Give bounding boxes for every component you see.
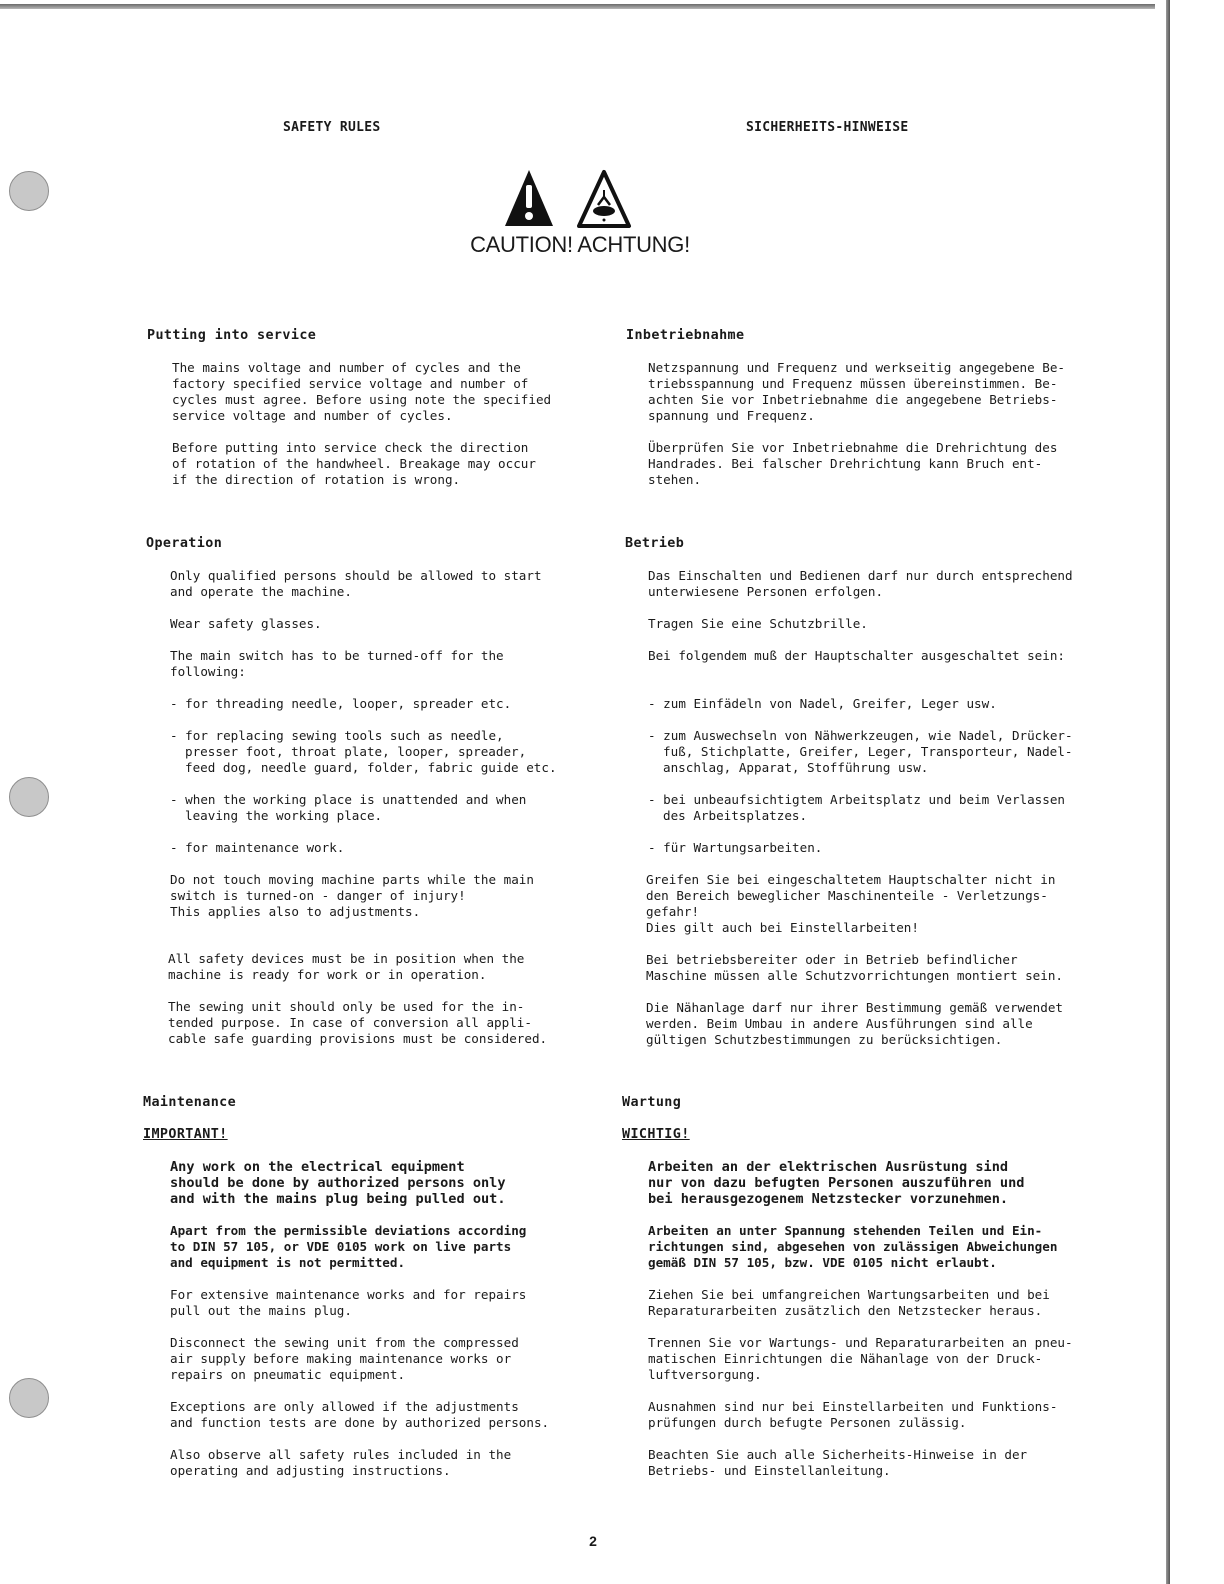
section-title-wartung: Wartung <box>622 1095 682 1110</box>
paragraph: Greifen Sie bei eingeschaltetem Hauptschalter nicht in den Bereich beweglicher Maschinenteile - Verletzungs- gefahr! Dies gilt auch bei Einstellarbeiten! <box>646 872 1056 935</box>
list-item: - zum Auswechseln von Nähwerkzeugen, wie Nadel, Drücker- fuß, Stichplatte, Greifer, Leger, Transporteur, Nadel- anschlag, Apparat, Stofführung usw. <box>648 728 1073 775</box>
paragraph: Arbeiten an unter Spannung stehenden Teilen und Ein- richtungen sind, abgesehen von zulässigen Abweichungen gemäß DIN 57 105, bzw. VDE 0105 nicht erlaubt. <box>648 1223 1058 1270</box>
warning-exclamation-icon <box>505 170 553 226</box>
paragraph: Bei folgendem muß der Hauptschalter ausgeschaltet sein: <box>648 648 1066 663</box>
operation-german-text-a <box>648 568 1118 872</box>
header-safety-rules: SAFETY RULES <box>283 120 381 135</box>
punch-hole-top <box>9 171 49 211</box>
list-item: - für Wartungsarbeiten. <box>648 840 823 855</box>
list-item: - zum Einfädeln von Nadel, Greifer, Leger usw. <box>648 696 997 711</box>
paragraph: Apart from the permissible deviations according to DIN 57 105, or VDE 0105 work on live parts and equipment is not permitted. <box>170 1223 527 1270</box>
operation-english-text-b <box>168 951 598 1063</box>
section-title-operation: Operation <box>146 536 223 551</box>
operation-german-text-b <box>646 872 1116 1064</box>
section-title-inbetriebnahme: Inbetriebnahme <box>626 328 745 343</box>
list-item: - for maintenance work. <box>170 840 345 855</box>
paragraph: For extensive maintenance works and for repairs pull out the mains plug. <box>170 1287 527 1318</box>
paragraph: Überprüfen Sie vor Inbetriebnahme die Drehrichtung des Handrades. Bei falscher Drehrichtung kann Bruch ent- stehen. <box>648 440 1058 487</box>
paragraph: Any work on the electrical equipment should be done by authorized persons only and with the mains plug being pulled out. <box>170 1159 506 1207</box>
paragraph: The main switch has to be turned-off for the following: <box>170 648 504 679</box>
paragraph: Trennen Sie vor Wartungs- und Reparaturarbeiten an pneu- matischen Einrichtungen die Nähanlage von der Druck- luftversorgung. <box>648 1335 1073 1382</box>
operation-english-text-a <box>170 568 600 936</box>
punch-hole-bottom <box>9 1378 49 1418</box>
list-item: - bei unbeaufsichtigtem Arbeitsplatz und beim Verlassen des Arbeitsplatzes. <box>648 792 1066 823</box>
caution-heading: CAUTION! ACHTUNG! <box>470 232 690 257</box>
punch-hole-middle <box>9 777 49 817</box>
paragraph: Das Einschalten und Bedienen darf nur durch entsprechend unterwiesene Personen erfolgen. <box>648 568 1073 599</box>
paragraph: The mains voltage and number of cycles and the factory specified service voltage and number of cycles must agree. Before using note the specified service voltage and number of cycles. <box>172 360 552 423</box>
paragraph: Netzspannung und Frequenz und werkseitig angegebene Be- triebsspannung und Frequenz müssen übereinstimmen. Be- achten Sie vor Inbetriebnahme die angegebene Betriebs- spannung und Frequenz. <box>648 360 1066 423</box>
section-title-putting-into-service: Putting into service <box>147 328 317 343</box>
list-item: - when the working place is unattended and when leaving the working place. <box>170 792 527 823</box>
paragraph: Arbeiten an der elektrischen Ausrüstung sind nur von dazu befugten Personen auszuführen und bei herausgezogenem Netzstecker vorzunehmen. <box>648 1159 1025 1207</box>
paragraph: Before putting into service check the direction of rotation of the handwheel. Breakage may occur if the direction of rotation is wrong. <box>172 440 536 487</box>
header-sicherheits-hinweise: SICHERHEITS-HINWEISE <box>746 120 909 135</box>
scan-top-edge <box>0 4 1155 9</box>
wichtig-label: WICHTIG! <box>622 1127 690 1142</box>
paragraph: Tragen Sie eine Schutzbrille. <box>648 616 868 631</box>
paragraph: Do not touch moving machine parts while the main switch is turned-on - danger of injury! This applies also to adjustments. <box>170 872 534 919</box>
paragraph: All safety devices must be in position when the machine is ready for work or in operation. <box>168 951 525 982</box>
paragraph: Ziehen Sie bei umfangreichen Wartungsarbeiten und bei Reparaturarbeiten zusätzlich den Netzstecker heraus. <box>648 1287 1050 1318</box>
paragraph: The sewing unit should only be used for the in- tended purpose. In case of conversion all appli- cable safe guarding provisions must be considered. <box>168 999 548 1046</box>
scan-right-edge <box>1166 0 1170 1584</box>
paragraph: Die Nähanlage darf nur ihrer Bestimmung gemäß verwendet werden. Beim Umbau in andere Ausführungen sind alle gültigen Schutzbestimmungen zu berücksichtigen. <box>646 1000 1064 1047</box>
paragraph: Wear safety glasses. <box>170 616 322 631</box>
paragraph: Ausnahmen sind nur bei Einstellarbeiten und Funktions- prüfungen durch befugte Personen zulässig. <box>648 1399 1058 1430</box>
paragraph: Bei betriebsbereiter oder in Betrieb befindlicher Maschine müssen alle Schutzvorrichtungen montiert sein. <box>646 952 1064 983</box>
maintenance-german-text <box>648 1159 1118 1495</box>
section-title-betrieb: Betrieb <box>625 536 685 551</box>
paragraph: Also observe all safety rules included in the operating and adjusting instructions. <box>170 1447 512 1478</box>
service-english-text <box>172 360 602 504</box>
service-german-text <box>648 360 1118 504</box>
paragraph: Exceptions are only allowed if the adjustments and function tests are done by authorized persons. <box>170 1399 550 1430</box>
hand-injury-warning-icon <box>579 172 629 226</box>
section-title-maintenance: Maintenance <box>143 1095 237 1110</box>
paragraph: Only qualified persons should be allowed to start and operate the machine. <box>170 568 542 599</box>
list-item: - for threading needle, looper, spreader etc. <box>170 696 512 711</box>
important-label: IMPORTANT! <box>143 1127 228 1142</box>
warning-icons <box>503 168 653 230</box>
list-item: - for replacing sewing tools such as needle, presser foot, throat plate, looper, spreader, feed dog, needle guard, folder, fabric guide etc. <box>170 728 557 775</box>
page-number: 2 <box>589 1533 597 1549</box>
maintenance-english-text <box>170 1159 600 1495</box>
paragraph: Disconnect the sewing unit from the compressed air supply before making maintenance works or repairs on pneumatic equipment. <box>170 1335 519 1382</box>
paragraph: Beachten Sie auch alle Sicherheits-Hinweise in der Betriebs- und Einstellanleitung. <box>648 1447 1028 1478</box>
